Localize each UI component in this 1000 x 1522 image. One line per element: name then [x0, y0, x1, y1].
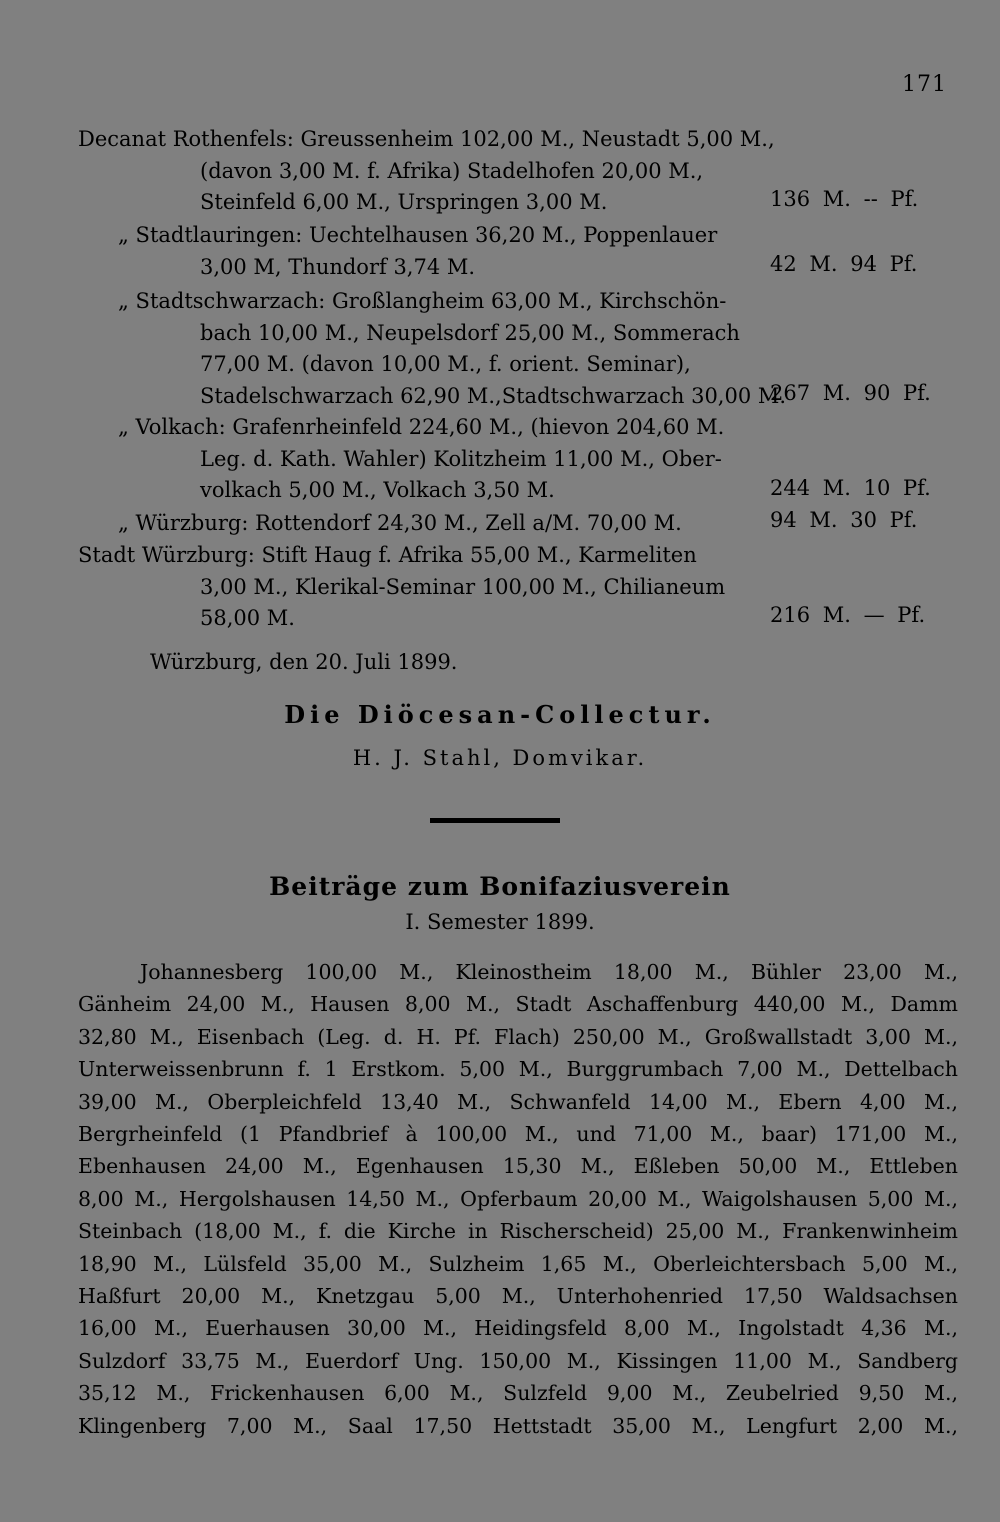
- text-line: 18,90 M., Lülsfeld 35,00 M., Sulzheim 1,65 M., Oberleichtersbach 5,00 M.,: [78, 1251, 958, 1276]
- text-line: Klingenberg 7,00 M., Saal 17,50 Hettstadt 35,00 M., Lengfurt 2,00 M.,: [78, 1413, 958, 1438]
- section-subtitle: I. Semester 1899.: [405, 910, 595, 934]
- entry-line: „ Stadtlauringen: Uechtelhausen 36,20 M., Poppenlauer: [118, 223, 718, 247]
- entry-line: „ Würzburg: Rottendorf 24,30 M., Zell a/M. 70,00 M.: [118, 511, 682, 535]
- section-title: Beiträge zum Bonifaziusverein: [269, 872, 731, 901]
- text-line: 39,00 M., Oberpleichfeld 13,40 M., Schwanfeld 14,00 M., Ebern 4,00 M.,: [78, 1089, 958, 1114]
- entry-line: volkach 5,00 M., Volkach 3,50 M.: [200, 478, 555, 502]
- entry-amount: 136 M. -- Pf.: [770, 187, 919, 211]
- entry-line: „ Volkach: Grafenrheinfeld 224,60 M., (hievon 204,60 M.: [118, 415, 725, 439]
- entry-amount: 42 M. 94 Pf.: [770, 252, 918, 276]
- collecture-title: Die Diöcesan-Collectur.: [284, 700, 716, 729]
- text-line: 8,00 M., Hergolshausen 14,50 M., Opferbaum 20,00 M., Waigolshausen 5,00 M.,: [78, 1186, 958, 1211]
- entry-line: 77,00 M. (davon 10,00 M., f. orient. Seminar),: [200, 352, 691, 376]
- donation-list: [78, 956, 958, 1442]
- text-line: Bergrheinfeld (1 Pfandbrief à 100,00 M., und 71,00 M., baar) 171,00 M.,: [78, 1122, 958, 1147]
- entry-amount: 94 M. 30 Pf.: [770, 508, 918, 532]
- divider: [430, 818, 560, 823]
- entry-line: Stadt Würzburg: Stift Haug f. Afrika 55,00 M., Karmeliten: [78, 543, 697, 567]
- text-line: Sulzdorf 33,75 M., Euerdorf Ung. 150,00 M., Kissingen 11,00 M., Sandberg: [78, 1348, 958, 1373]
- entry-amount: 267 M. 90 Pf.: [770, 381, 931, 405]
- text-line: Unterweissenbrunn f. 1 Erstkom. 5,00 M., Burggrumbach 7,00 M., Dettelbach: [78, 1057, 958, 1082]
- entry-amount: 244 M. 10 Pf.: [770, 476, 931, 500]
- list-item: [78, 124, 775, 219]
- text-line: 35,12 M., Frickenhausen 6,00 M., Sulzfeld 9,00 M., Zeubelried 9,50 M.,: [78, 1381, 958, 1406]
- list-item: [118, 220, 717, 283]
- entry-line: 3,00 M., Klerikal-Seminar 100,00 M., Chilianeum: [200, 574, 726, 599]
- list-item: [118, 508, 682, 540]
- list-item: [78, 540, 725, 635]
- text-line: Johannesberg 100,00 M., Kleinostheim 18,00 M., Bühler 23,00 M.,: [140, 960, 958, 984]
- entry-line: (davon 3,00 M. f. Afrika) Stadelhofen 20,00 M.,: [200, 158, 704, 183]
- entry-line: „ Stadtschwarzach: Großlangheim 63,00 M., Kirchschön-: [118, 289, 727, 313]
- collecture-signature: H. J. Stahl, Domvikar.: [352, 746, 648, 770]
- text-line: Steinbach (18,00 M., f. die Kirche in Rischerscheid) 25,00 M., Frankenwinheim: [78, 1219, 958, 1244]
- text-line: 16,00 M., Euerhausen 30,00 M., Heidingsfeld 8,00 M., Ingolstadt 4,36 M.,: [78, 1316, 958, 1341]
- page-number: 171: [902, 72, 947, 97]
- entry-amount: 216 M. — Pf.: [770, 603, 926, 627]
- text-line: Ebenhausen 24,00 M., Egenhausen 15,30 M., Eßleben 50,00 M., Ettleben: [78, 1154, 958, 1179]
- text-line: Haßfurt 20,00 M., Knetzgau 5,00 M., Unterhohenried 17,50 Waldsachsen: [78, 1284, 958, 1309]
- entry-line: Stadelschwarzach 62,90 M.,Stadtschwarzach 30,00 M.: [200, 383, 787, 408]
- list-item: [118, 412, 724, 507]
- entry-line: Steinfeld 6,00 M., Urspringen 3,00 M.: [200, 190, 608, 214]
- entry-line: bach 10,00 M., Neupelsdorf 25,00 M., Sommerach: [200, 320, 740, 345]
- text-line: Gänheim 24,00 M., Hausen 8,00 M., Stadt Aschaffenburg 440,00 M., Damm: [78, 992, 958, 1017]
- place-date: Würzburg, den 20. Juli 1899.: [150, 650, 458, 674]
- entry-line: Decanat Rothenfels: Greussenheim 102,00 M., Neustadt 5,00 M.,: [78, 127, 775, 151]
- entry-line: 58,00 M.: [200, 606, 295, 630]
- entry-line: Leg. d. Kath. Wahler) Kolitzheim 11,00 M., Ober-: [200, 446, 722, 471]
- entry-line: 3,00 M, Thundorf 3,74 M.: [200, 254, 476, 279]
- list-item: [118, 286, 786, 412]
- text-line: 32,80 M., Eisenbach (Leg. d. H. Pf. Flach) 250,00 M., Großwallstadt 3,00 M.,: [78, 1024, 958, 1049]
